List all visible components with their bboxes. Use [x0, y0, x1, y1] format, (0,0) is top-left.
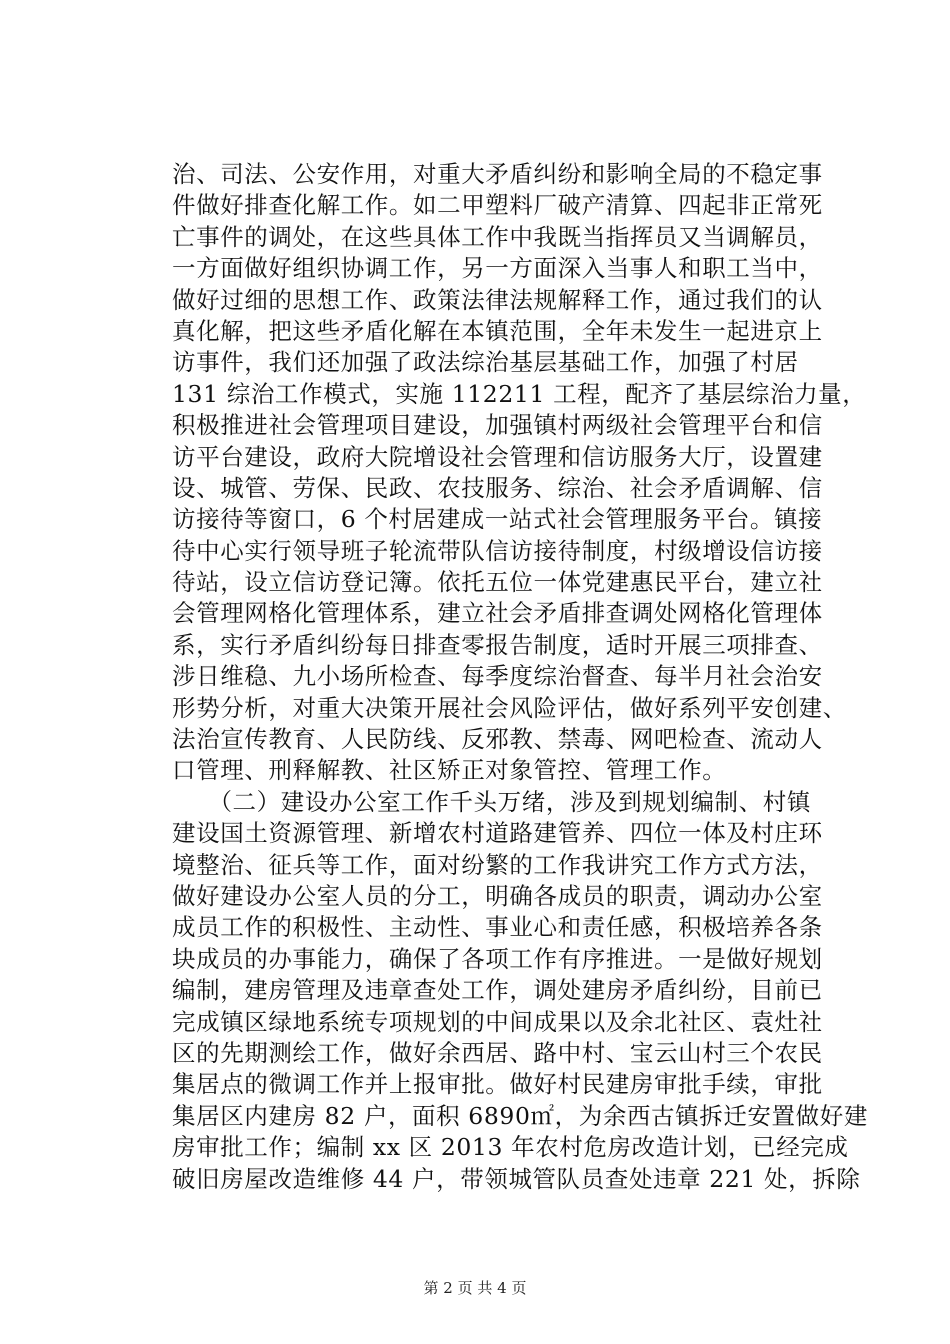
text-line: 区的先期测绘工作，做好余西居、路中村、宝云山村三个农民 [172, 1038, 823, 1067]
text-line: 成员工作的积极性、主动性、事业心和责任感，积极培养各条 [172, 913, 823, 942]
text-line: 破旧房屋改造维修 44 户，带领城管队员查处违章 221 处，拆除 [172, 1164, 861, 1193]
text-line: 集居区内建房 82 户，面积 6890㎡，为余西古镇拆迁安置做好建 [172, 1101, 868, 1130]
text-line: 待站，设立信访登记簿。依托五位一体党建惠民平台，建立社 [172, 568, 823, 597]
text-line: 访平台建设，政府大院增设社会管理和信访服务大厅，设置建 [172, 442, 823, 471]
text-line: 一方面做好组织协调工作，另一方面深入当事人和职工当中， [172, 254, 823, 283]
paragraph-start-line: （二）建设办公室工作千头万绪，涉及到规划编制、村镇 [172, 787, 811, 816]
text-line: 集居点的微调工作并上报审批。做好村民建房审批手续，审批 [172, 1070, 823, 1099]
text-line: 做好过细的思想工作、政策法律法规解释工作，通过我们的认 [172, 285, 823, 314]
text-line: 治、司法、公安作用，对重大矛盾纠纷和影响全局的不稳定事 [172, 160, 823, 188]
text-line: 形势分析，对重大决策开展社会风险评估，做好系列平安创建、 [172, 693, 847, 722]
text-line: 131 综治工作模式，实施 112211 工程，配齐了基层综治力量， [172, 379, 867, 408]
body-text [172, 159, 868, 1195]
text-line: 访事件，我们还加强了政法综治基层基础工作，加强了村居 [172, 348, 799, 377]
text-line: 口管理、刑释解教、社区矫正对象管控、管理工作。 [172, 756, 727, 785]
text-line: 亡事件的调处，在这些具体工作中我既当指挥员又当调解员， [172, 222, 823, 251]
text-line: 访接待等窗口，6 个村居建成一站式社会管理服务平台。镇接 [172, 505, 823, 534]
text-line: 块成员的办事能力，确保了各项工作有序推进。一是做好规划 [172, 944, 823, 973]
text-line: 系，实行矛盾纠纷每日排查零报告制度，适时开展三项排查、 [172, 630, 823, 659]
text-line: 设、城管、劳保、民政、农技服务、综治、社会矛盾调解、信 [172, 473, 823, 502]
text-line: 完成镇区绿地系统专项规划的中间成果以及余北社区、袁灶社 [172, 1007, 823, 1036]
text-line: 待中心实行领导班子轮流带队信访接待制度，村级增设信访接 [172, 536, 823, 565]
text-line: 件做好排查化解工作。如二甲塑料厂破产清算、四起非正常死 [172, 191, 823, 220]
text-line: 房审批工作；编制 xx 区 2013 年农村危房改造计划，已经完成 [172, 1133, 849, 1162]
text-line: 做好建设办公室人员的分工，明确各成员的职责，调动办公室 [172, 881, 823, 910]
text-line: 会管理网格化管理体系，建立社会矛盾排查调处网格化管理体 [172, 599, 823, 628]
text-line: 编制，建房管理及违章查处工作，调处建房矛盾纠纷，目前已 [172, 976, 823, 1005]
text-line: 积极推进社会管理项目建设，加强镇村两级社会管理平台和信 [172, 411, 823, 440]
text-line: 建设国土资源管理、新增农村道路建管养、四位一体及村庄环 [172, 819, 823, 848]
text-line: 涉日维稳、九小场所检查、每季度综治督查、每半月社会治安 [172, 662, 823, 691]
text-line: 真化解，把这些矛盾化解在本镇范围，全年未发生一起进京上 [172, 316, 823, 345]
page-footer: 第 2 页 共 4 页 [423, 1279, 527, 1297]
text-line: 境整治、征兵等工作，面对纷繁的工作我讲究工作方式方法， [172, 850, 823, 879]
text-line: 法治宣传教育、人民防线、反邪教、禁毒、网吧检查、流动人 [172, 725, 823, 754]
